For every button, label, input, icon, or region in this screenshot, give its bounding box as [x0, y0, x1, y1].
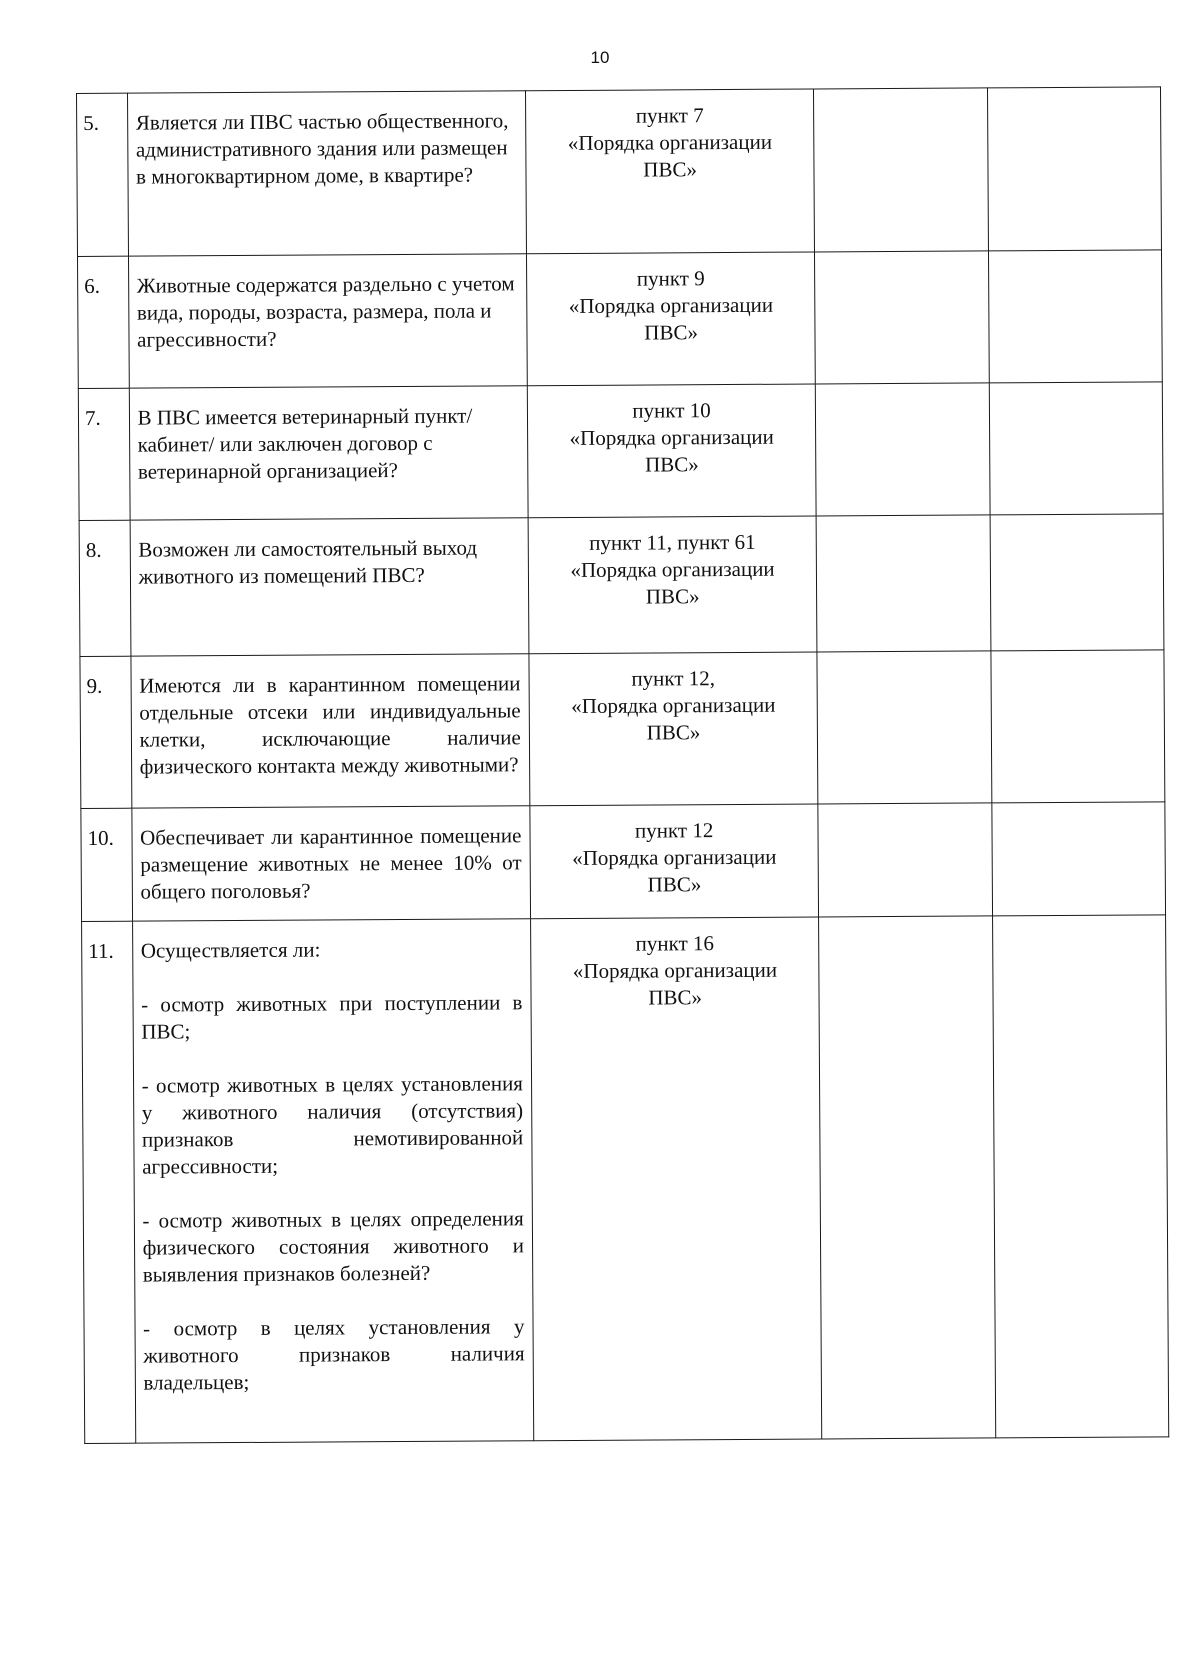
- notes-cell[interactable]: [989, 382, 1163, 515]
- reference-line: ПВС»: [647, 872, 702, 897]
- row-number: 8.: [79, 520, 130, 656]
- question-text: Животные содержатся раздельно с учетом вида, породы, возраста, размера, пола и агрессивности?: [136, 271, 515, 352]
- reference-cell: [530, 917, 822, 1441]
- row-number: 5.: [77, 93, 129, 256]
- reference-line: ПВС»: [643, 157, 698, 182]
- reference-line: ПВС»: [644, 320, 698, 345]
- question-cell: [127, 91, 526, 256]
- question-cell: [128, 254, 527, 388]
- row-number: 9.: [80, 656, 132, 808]
- notes-cell[interactable]: [988, 250, 1162, 383]
- reference-cell: [526, 252, 815, 386]
- reference-line: пункт 11, пункт 61: [589, 529, 756, 555]
- reference-line: «Порядка организации: [569, 424, 774, 450]
- question-item: - осмотр животных при поступлении в ПВС;: [141, 990, 523, 1044]
- reference-cell: [530, 804, 819, 919]
- answer-cell[interactable]: [819, 916, 995, 1439]
- reference-line: пункт 12,: [631, 666, 716, 691]
- question-cell: [130, 518, 529, 656]
- question-text: Обеспечивает ли карантинное помещение размещение животных не менее 10% от общего поголовья?: [140, 823, 522, 904]
- reference-line: ПВС»: [645, 584, 700, 609]
- question-cell: [131, 806, 530, 921]
- reference-cell: [529, 652, 818, 806]
- table-row: [77, 250, 1162, 389]
- row-number: 6.: [77, 256, 128, 388]
- notes-cell[interactable]: [991, 650, 1165, 803]
- row-number: 10.: [81, 808, 132, 921]
- page-number: 10: [590, 48, 610, 67]
- notes-cell[interactable]: [992, 915, 1169, 1438]
- notes-cell[interactable]: [992, 802, 1166, 916]
- answer-cell[interactable]: [816, 383, 990, 516]
- reference-line: ПВС»: [644, 452, 699, 477]
- answer-cell[interactable]: [816, 515, 990, 652]
- question-text: Имеются ли в карантинном помещении отдельные отсеки или индивидуальные клетки, исключающие наличие физического контакта между животными?: [139, 671, 521, 779]
- question-text: В ПВС имеется ветеринарный пункт/кабинет/ или заключен договор с ветеринарной организацией?: [137, 403, 473, 484]
- reference-line: «Порядка организации: [572, 957, 778, 983]
- checklist-table: [76, 86, 1169, 1444]
- reference-cell: [528, 516, 817, 654]
- reference-cell: [525, 89, 814, 254]
- question-text: Осуществляется ли:: [140, 937, 321, 963]
- question-cell: [131, 654, 530, 808]
- notes-cell[interactable]: [987, 87, 1161, 251]
- table-row: [79, 514, 1164, 657]
- reference-cell: [527, 384, 816, 518]
- answer-cell[interactable]: [814, 88, 988, 252]
- reference-line: пункт 9: [636, 266, 705, 291]
- reference-line: пункт 16: [635, 931, 715, 956]
- reference-line: «Порядка организации: [571, 692, 776, 718]
- reference-line: ПВС»: [646, 720, 701, 745]
- row-number: 7.: [78, 388, 129, 520]
- question-item: - осмотр животных в целях установления у животного наличия (отсутствия) признаков немотивированной агрессивности;: [141, 1071, 524, 1179]
- reference-line: пункт 10: [632, 398, 711, 423]
- answer-cell[interactable]: [815, 251, 989, 384]
- table-row: [78, 382, 1163, 521]
- reference-line: пункт 12: [634, 818, 714, 843]
- question-item: - осмотр в целях установления у животного признаков наличия владельцев;: [143, 1314, 525, 1395]
- reference-line: «Порядка организации: [567, 129, 773, 155]
- reference-line: «Порядка организации: [572, 844, 777, 870]
- answer-cell[interactable]: [817, 651, 991, 804]
- reference-line: ПВС»: [648, 985, 703, 1010]
- table-row: [77, 87, 1162, 257]
- question-cell: [129, 386, 528, 520]
- notes-cell[interactable]: [990, 514, 1164, 651]
- question-cell: [132, 919, 533, 1443]
- question-text: Является ли ПВС частью общественного, административного здания или размещен в многоквартирном доме, в квартире?: [135, 108, 509, 189]
- reference-line: «Порядка организации: [568, 292, 774, 318]
- table-row: [80, 650, 1165, 809]
- reference-line: пункт 7: [635, 103, 704, 128]
- table-row: [82, 915, 1169, 1444]
- table-row: [81, 802, 1166, 922]
- answer-cell[interactable]: [818, 803, 992, 917]
- row-number: 11.: [82, 921, 136, 1443]
- question-item: - осмотр животных в целях определения физического состояния животного и выявления признаков болезней?: [142, 1206, 524, 1287]
- reference-line: «Порядка организации: [570, 556, 775, 582]
- question-text: Возможен ли самостоятельный выход животного из помещений ПВС?: [138, 535, 478, 589]
